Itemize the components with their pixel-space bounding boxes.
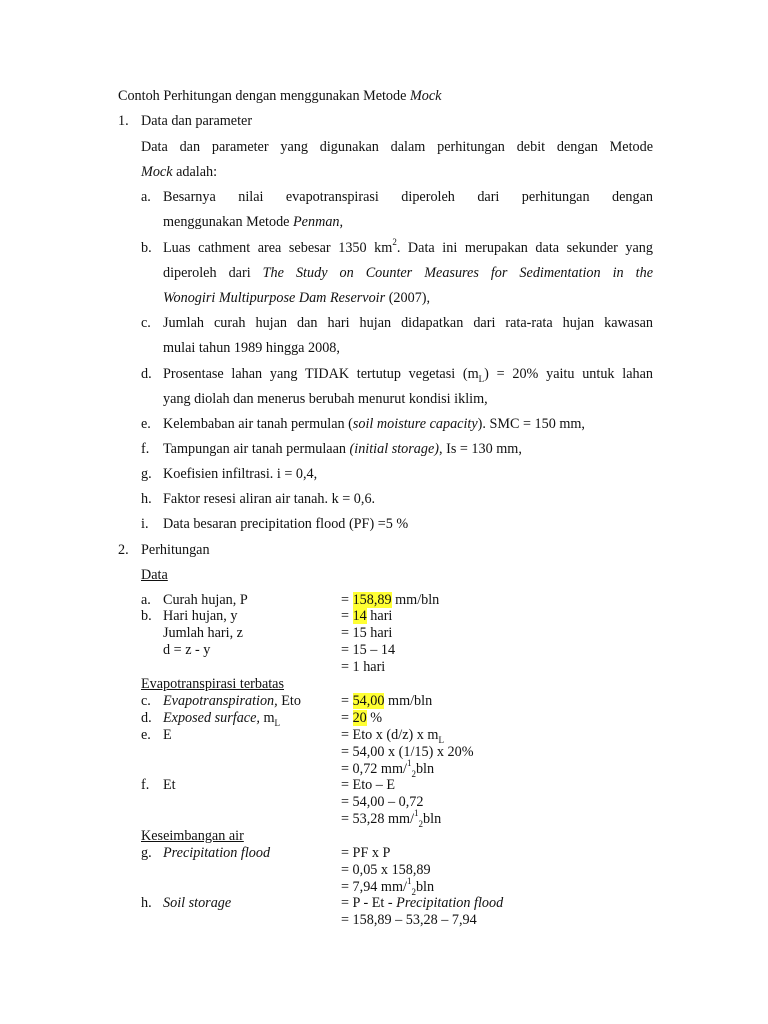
row-g-label-italic: Precipitation flood — [163, 845, 271, 861]
row-a-label: Curah hujan, P — [163, 592, 248, 608]
row-c-label-rest: Eto — [277, 693, 301, 709]
row-c-label-italic: Evapotranspiration, — [163, 693, 278, 709]
item-d-sub: L — [478, 373, 485, 384]
row-dd-label-italic: Exposed surface, — [163, 710, 260, 726]
row-a-letter: a. — [141, 592, 151, 608]
item-e-post: ). SMC = 150 mm, — [477, 416, 585, 432]
row-jh-label: Jumlah hari, z — [163, 625, 243, 641]
row-f-v3 — [341, 808, 442, 829]
row-h-v1-italic: Precipitation flood — [396, 895, 504, 911]
intro-rest: adalah: — [172, 164, 218, 180]
item-e-letter: e. — [141, 416, 151, 432]
item-f-text — [163, 441, 522, 458]
item-b-line2-italic: The Study on Counter Measures for Sedimentation in the — [262, 265, 653, 281]
item-a-letter: a. — [141, 189, 151, 205]
row-b-unit: hari — [366, 608, 393, 624]
row-g-v3-pre: = 7,94 mm/ — [341, 879, 407, 895]
title-italic: Mock — [409, 88, 442, 104]
item-f-italic: (initial storage) — [349, 441, 439, 457]
item-b-line2 — [163, 265, 653, 282]
row-h-v1-pre: = P - Et - — [341, 895, 397, 911]
row-h-letter: h. — [141, 895, 152, 911]
document-title — [118, 88, 441, 105]
item-d-line2: yang diolah dan menerus berubah menurut kondisi iklim, — [163, 391, 488, 407]
row-dd-highlight: 20 — [352, 710, 367, 726]
intro-italic: Mock — [141, 164, 173, 180]
row-g-v2: = 0,05 x 158,89 — [341, 862, 431, 878]
item-b-sup: 2 — [392, 237, 397, 248]
row-dd-eq: = — [341, 710, 353, 726]
row-h-label-italic: Soil storage — [163, 895, 232, 911]
row-b-value — [341, 608, 392, 625]
item-b-letter: b. — [141, 240, 152, 256]
row-f-letter: f. — [141, 777, 150, 793]
row-g-v1: = PF x P — [341, 845, 391, 861]
row-c-eq: = — [341, 693, 353, 709]
row-h-label — [163, 895, 231, 912]
row-e-v1 — [341, 727, 444, 744]
item-f-letter: f. — [141, 441, 150, 457]
title-text: Contoh Perhitungan dengan menggunakan Metode — [118, 88, 410, 104]
item-a-line1: Besarnya nilai evapotranspirasi diperoleh dari perhitungan dengan — [163, 189, 653, 205]
row-dd-letter: d. — [141, 710, 152, 726]
item-c-line1: Jumlah curah hujan dan hari hujan didapatkan dari rata-rata hujan kawasan — [163, 315, 653, 331]
item-e-italic: soil moisture capacity — [352, 416, 478, 432]
item-b-line2-pre: diperoleh dari — [163, 265, 263, 281]
row-d-label: d = z - y — [163, 642, 211, 658]
subheading-keseimbangan: Keseimbangan air — [141, 828, 244, 844]
row-b-highlight: 14 — [352, 608, 367, 624]
row-f-v3-sub: 2 — [418, 818, 424, 829]
section1-intro-line2 — [141, 164, 217, 181]
row-e-v2: = 54,00 x (1/15) x 20% — [341, 744, 474, 760]
row-f-v3-pre: = 53,28 mm/ — [341, 811, 415, 827]
row-f-v3-post: bln — [423, 811, 442, 827]
row-a-unit: mm/bln — [391, 592, 440, 608]
row-g-v3-sup: 1 — [406, 876, 412, 887]
row-h-v2: = 158,89 – 53,28 – 7,94 — [341, 912, 477, 928]
section2-number: 2. — [118, 542, 129, 558]
row-d-value: = 15 – 14 — [341, 642, 396, 658]
item-f-post: , Is = 130 mm, — [439, 441, 522, 457]
item-d-letter: d. — [141, 366, 152, 382]
row-e-v3-sup: 1 — [406, 758, 412, 769]
row-g-label — [163, 845, 270, 862]
item-a-line2 — [163, 214, 343, 231]
row-b-eq: = — [341, 608, 353, 624]
item-d-line1 — [163, 366, 653, 383]
row-b-label: Hari hujan, y — [163, 608, 238, 624]
section1-intro-line1: Data dan parameter yang digunakan dalam perhitungan debit dengan Metode — [141, 139, 653, 155]
item-g-text: Koefisien infiltrasi. i = 0,4, — [163, 466, 318, 482]
item-f-pre: Tampungan air tanah permulaan — [163, 441, 350, 457]
row-e-v3-sub: 2 — [411, 768, 416, 779]
section2-heading: Perhitungan — [141, 542, 210, 558]
item-b-pre: Luas cathment area sebesar 1350 km — [163, 240, 393, 256]
row-g-v3-sub: 2 — [411, 886, 416, 897]
row-e-v3-post: bln — [415, 761, 435, 777]
row-a-eq: = — [341, 592, 353, 608]
row-dd-value — [341, 710, 382, 727]
row-h-v1 — [341, 895, 503, 912]
item-b-line1 — [163, 237, 653, 257]
item-a-line2-pre: menggunakan Metode — [163, 214, 294, 230]
section1-heading: Data dan parameter — [141, 113, 253, 129]
row-e-letter: e. — [141, 727, 151, 743]
row-b-letter: b. — [141, 608, 152, 624]
item-b-post: . Data ini merupakan data sekunder yang — [396, 240, 653, 256]
item-i-letter: i. — [141, 516, 149, 532]
item-h-text: Faktor resesi aliran air tanah. k = 0,6. — [163, 491, 376, 507]
item-d-post: ) = 20% yaitu untuk lahan — [484, 366, 653, 382]
row-g-v3 — [341, 876, 435, 897]
row-dd-unit: % — [366, 710, 383, 726]
item-b-line3-post: (2007), — [385, 290, 431, 306]
section1-number: 1. — [118, 113, 129, 129]
item-e-pre: Kelembaban air tanah permulan ( — [163, 416, 353, 432]
item-c-letter: c. — [141, 315, 151, 331]
row-c-label — [163, 693, 301, 710]
row-e-v1-sub: L — [438, 734, 444, 745]
item-i-text: Data besaran precipitation flood (PF) =5 % — [163, 516, 409, 532]
subheading-data: Data — [141, 567, 168, 583]
item-b-line3 — [163, 290, 430, 307]
row-a-value — [341, 592, 439, 609]
row-e-label: E — [163, 727, 172, 743]
row-d2-value: = 1 hari — [341, 659, 386, 675]
row-a-highlight: 158,89 — [352, 592, 392, 608]
row-f-label: Et — [163, 777, 176, 793]
row-dd-label-rest: m — [259, 710, 275, 726]
row-c-highlight: 54,00 — [352, 693, 385, 709]
row-dd-label — [163, 710, 280, 727]
row-c-letter: c. — [141, 693, 151, 709]
row-c-value — [341, 693, 432, 710]
row-c-unit: mm/bln — [384, 693, 433, 709]
row-dd-label-sub: L — [274, 717, 281, 728]
item-g-letter: g. — [141, 466, 152, 482]
row-f-v2: = 54,00 – 0,72 — [341, 794, 424, 810]
row-e-v3 — [341, 758, 435, 779]
row-g-v3-post: bln — [415, 879, 435, 895]
row-e-v3-pre: = 0,72 mm/ — [341, 761, 407, 777]
row-jh-value: = 15 hari — [341, 625, 393, 641]
item-c-line2: mulai tahun 1989 hingga 2008, — [163, 340, 340, 356]
item-e-text — [163, 416, 585, 433]
row-g-letter: g. — [141, 845, 152, 861]
item-a-line2-italic: Penman, — [293, 214, 344, 230]
row-e-v1-pre: = Eto x (d/z) x m — [341, 727, 439, 743]
item-b-line3-italic: Wonogiri Multipurpose Dam Reservoir — [163, 290, 386, 306]
item-h-letter: h. — [141, 491, 152, 507]
subheading-evap: Evapotranspirasi terbatas — [141, 676, 285, 692]
row-f-v1: = Eto – E — [341, 777, 396, 793]
row-f-v3-sup: 1 — [414, 808, 419, 819]
item-d-pre: Prosentase lahan yang TIDAK tertutup vegetasi (m — [163, 366, 479, 382]
